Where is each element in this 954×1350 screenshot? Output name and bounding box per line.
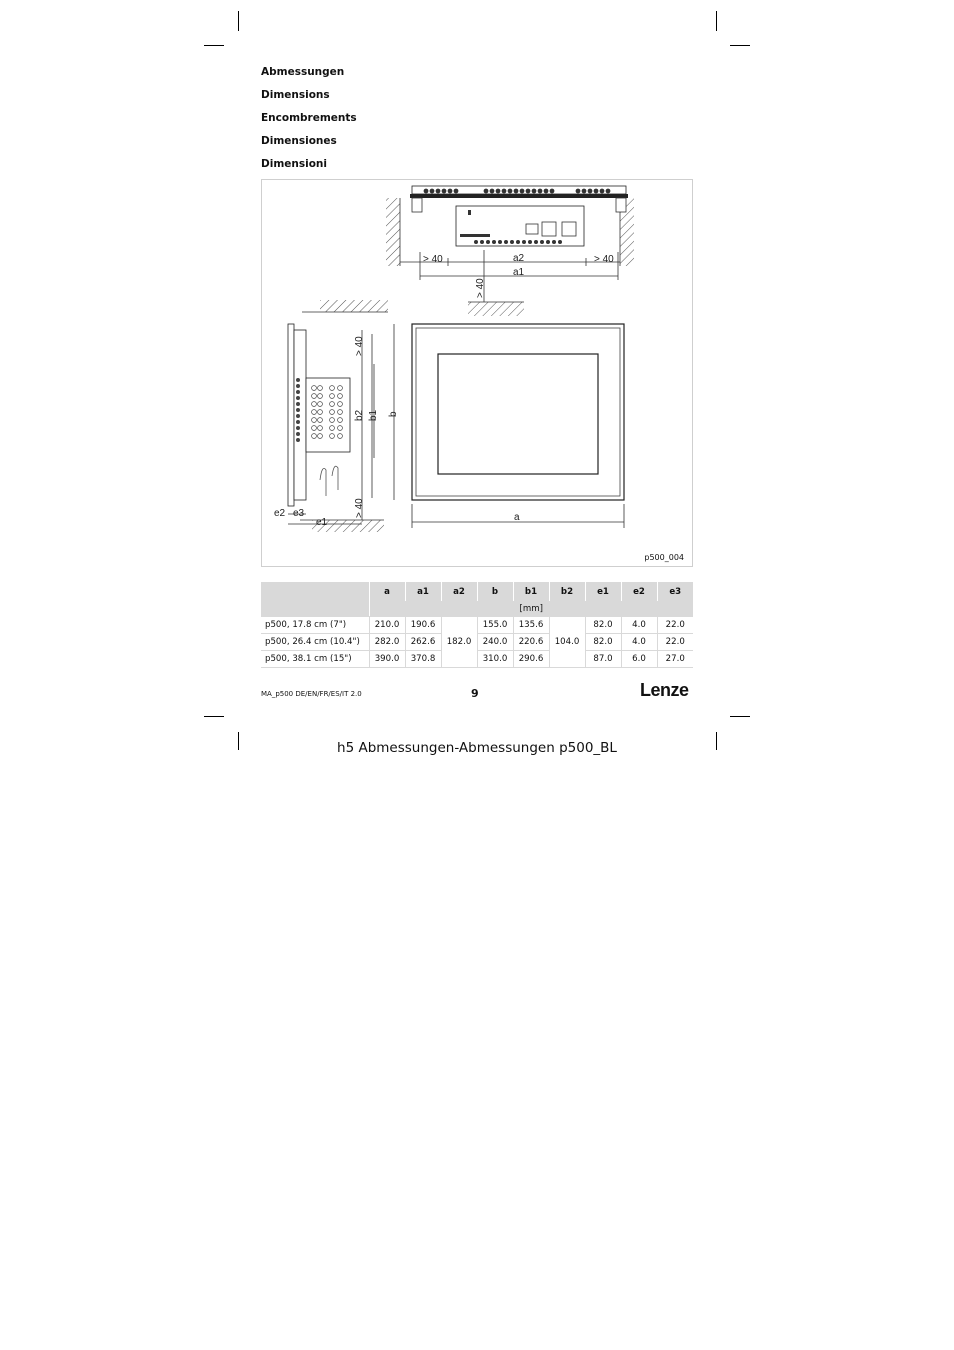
crop-mark	[730, 716, 750, 717]
heading-de: Abmessungen	[261, 66, 345, 78]
col-header-a1: a1	[405, 582, 441, 601]
col-header-a2: a2	[441, 582, 477, 601]
cell-a1: 190.6	[405, 617, 441, 634]
document-id: MA_p500 DE/EN/FR/ES/IT 2.0	[261, 690, 362, 698]
dim-a: a	[514, 512, 520, 523]
dim-gt40-left: > 40	[423, 254, 443, 265]
col-header-e2: e2	[621, 582, 657, 601]
cell-e3: 27.0	[657, 651, 693, 668]
table-corner	[261, 582, 369, 617]
heading-es: Dimensiones	[261, 135, 337, 147]
brand-logo: Lenze	[640, 680, 689, 700]
heading-fr: Encombrements	[261, 112, 357, 124]
cell-b2-merged: 104.0	[549, 617, 585, 668]
col-header-b2: b2	[549, 582, 585, 601]
front-view	[412, 324, 624, 528]
dim-gt40-side-top: > 40	[354, 336, 365, 356]
page-number: 9	[471, 687, 479, 700]
page-caption: h5 Abmessungen-Abmessungen p500_BL	[337, 740, 617, 756]
crop-mark	[238, 11, 239, 31]
dim-gt40-side-bottom: > 40	[354, 498, 365, 518]
cell-a: 282.0	[369, 634, 405, 651]
dim-a1: a1	[513, 267, 525, 278]
dimensions-table	[261, 582, 693, 668]
cell-e1: 82.0	[585, 634, 621, 651]
cell-e2: 6.0	[621, 651, 657, 668]
cell-e3: 22.0	[657, 617, 693, 634]
cell-e2: 4.0	[621, 617, 657, 634]
dim-e2: e2	[274, 508, 286, 519]
cell-a2-merged: 182.0	[441, 617, 477, 668]
cell-b: 155.0	[477, 617, 513, 634]
row-label: p500, 26.4 cm (10.4")	[261, 634, 369, 651]
cell-e1: 87.0	[585, 651, 621, 668]
cell-b: 240.0	[477, 634, 513, 651]
dimension-drawing	[261, 179, 693, 567]
cell-b1: 220.6	[513, 634, 549, 651]
crop-mark	[204, 716, 224, 717]
table-row	[261, 651, 693, 668]
unit-label: [mm]	[369, 601, 693, 617]
dim-a2: a2	[513, 253, 525, 264]
cell-b1: 135.6	[513, 617, 549, 634]
cell-e3: 22.0	[657, 634, 693, 651]
col-header-b: b	[477, 582, 513, 601]
crop-mark	[716, 11, 717, 31]
table-row	[261, 617, 693, 634]
crop-mark	[204, 45, 224, 46]
cell-e1: 82.0	[585, 617, 621, 634]
dim-gt40-bottom: > 40	[475, 278, 486, 298]
cell-b1: 290.6	[513, 651, 549, 668]
dim-b2: b2	[354, 409, 365, 421]
dim-b: b	[388, 411, 399, 417]
col-header-e3: e3	[657, 582, 693, 601]
row-label: p500, 38.1 cm (15")	[261, 651, 369, 668]
row-label: p500, 17.8 cm (7")	[261, 617, 369, 634]
dim-e3: e3	[293, 508, 305, 519]
dim-b1: b1	[368, 409, 379, 421]
cell-a: 390.0	[369, 651, 405, 668]
cell-a1: 262.6	[405, 634, 441, 651]
cell-a: 210.0	[369, 617, 405, 634]
dim-e1: e1	[316, 517, 328, 528]
cell-b: 310.0	[477, 651, 513, 668]
cell-a1: 370.8	[405, 651, 441, 668]
col-header-b1: b1	[513, 582, 549, 601]
cell-e2: 4.0	[621, 634, 657, 651]
col-header-a: a	[369, 582, 405, 601]
figure-label: p500_004	[644, 553, 684, 562]
dim-gt40-right: > 40	[594, 254, 614, 265]
heading-it: Dimensioni	[261, 158, 327, 170]
col-header-e1: e1	[585, 582, 621, 601]
table-row	[261, 634, 693, 651]
crop-mark	[730, 45, 750, 46]
top-view	[386, 186, 634, 316]
heading-en: Dimensions	[261, 89, 330, 101]
table-header-row	[261, 582, 693, 601]
